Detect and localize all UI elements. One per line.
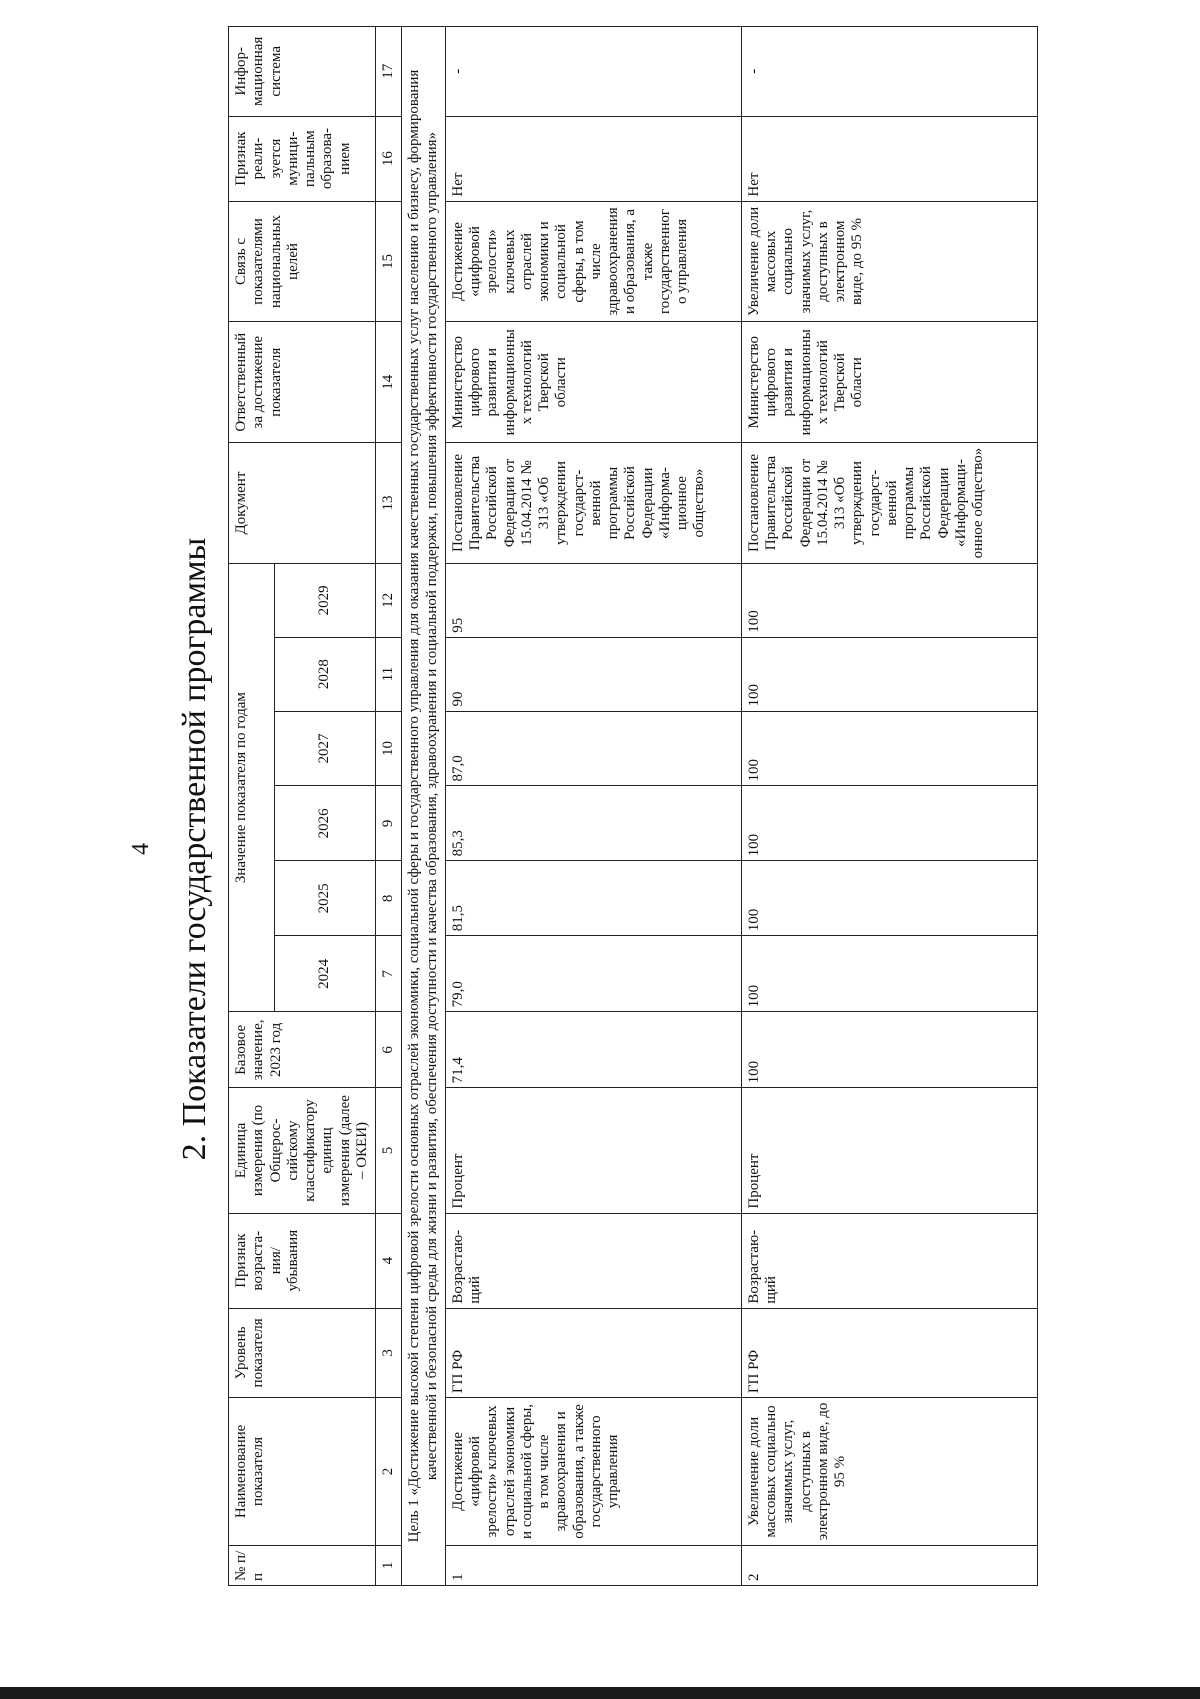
row-info-system: -	[741, 27, 1037, 117]
row-trend: Возрастаю-щий	[741, 1213, 1037, 1308]
column-number: 3	[376, 1308, 402, 1397]
column-number: 17	[376, 27, 402, 117]
header-year: 2026	[274, 786, 376, 861]
row-value: 100	[741, 563, 1037, 637]
row-level: ГП РФ	[741, 1308, 1037, 1397]
header-document: Документ	[229, 443, 376, 564]
row-national-goal: Достижение «цифровой зрелости» ключевых отраслей экономики и социальной сферы, в том числе здравоохранения и образования, а также государственного управления	[445, 201, 741, 322]
header-values-by-year: Значение показателя по годам	[229, 563, 275, 1011]
row-trend: Возрастаю-щий	[445, 1213, 741, 1308]
scan-edge	[0, 1687, 1200, 1699]
column-number: 15	[376, 201, 402, 322]
goal-row	[402, 27, 446, 1586]
column-number: 4	[376, 1213, 402, 1308]
row-value: 81,5	[445, 861, 741, 936]
column-number: 6	[376, 1012, 402, 1088]
header-municipal: Признак реали-зуется муници-пальным образова-нием	[229, 116, 376, 201]
row-value: 87,0	[445, 711, 741, 786]
column-number: 9	[376, 786, 402, 861]
row-municipal: Нет	[741, 116, 1037, 201]
row-municipal: Нет	[445, 116, 741, 201]
header-name: Наименование показателя	[229, 1398, 376, 1546]
column-number: 10	[376, 711, 402, 786]
row-name: Увеличение доли массовых социально значимых услуг, доступных в электронном виде, до 95 %	[741, 1398, 1037, 1546]
column-number: 2	[376, 1398, 402, 1546]
header-num: № п/п	[229, 1545, 376, 1585]
row-name: Достижение «цифровой зрелости» ключевых отраслей экономики и социальной сферы, в том числе здравоохранения и образования, а также государственного управления	[445, 1398, 741, 1546]
row-num: 1	[445, 1545, 741, 1585]
column-number: 8	[376, 861, 402, 936]
column-number: 14	[376, 322, 402, 443]
header-level: Уровень показателя	[229, 1308, 376, 1397]
column-number: 5	[376, 1088, 402, 1213]
header-row	[229, 27, 275, 1586]
row-value: 90	[445, 637, 741, 711]
column-number: 7	[376, 936, 402, 1012]
row-value: 85,3	[445, 786, 741, 861]
header-national-goals: Связь с показателями национальных целей	[229, 201, 376, 322]
header-year: 2027	[274, 711, 376, 786]
row-value: 100	[741, 786, 1037, 861]
page-title: 2. Показатели государственной программы	[176, 537, 213, 1161]
header-trend: Признак возраста-ния/ убывания	[229, 1213, 376, 1308]
row-unit: Процент	[741, 1088, 1037, 1213]
row-document: Постановление Правительства Российской Федерации от 15.04.2014 № 313 «Об утверждении государст-венной программы Российской Федерации «Информа-ционное общество»	[445, 443, 741, 564]
header-year: 2028	[274, 637, 376, 711]
row-responsible: Министерство цифрового развития и информационных технологий Тверской области	[445, 322, 741, 443]
goal-text: Цель 1 «Достижение высокой степени цифровой зрелости основных отраслей экономики, социальной сферы и государственного управления для оказания качественных государственных услуг населению и бизнесу, формирования качественной и безопасной среды для жизни и развития, обеспечения доступности и качества образования, здравоохранения и социальной поддержки, повышения эффективности государственного управления»	[402, 27, 446, 1586]
table-row	[445, 27, 741, 1586]
header-year: 2029	[274, 563, 376, 637]
row-value: 100	[741, 936, 1037, 1012]
row-value: 95	[445, 563, 741, 637]
header-year: 2024	[274, 936, 376, 1012]
header-responsible: Ответственный за достижение показателя	[229, 322, 376, 443]
column-number: 12	[376, 563, 402, 637]
row-num: 2	[741, 1545, 1037, 1585]
row-document: Постановление Правительства Российской Федерации от 15.04.2014 № 313 «Об утверждении государст-венной программы Российской Федерации «Информаци-онное общество»	[741, 443, 1037, 564]
column-number: 11	[376, 637, 402, 711]
indicators-table	[228, 26, 1038, 1586]
column-number: 13	[376, 443, 402, 564]
row-value: 100	[741, 637, 1037, 711]
row-level: ГП РФ	[445, 1308, 741, 1397]
column-number: 1	[376, 1545, 402, 1585]
table-row	[741, 27, 1037, 1586]
row-base: 71,4	[445, 1012, 741, 1088]
header-info-system: Инфор-мационная система	[229, 27, 376, 117]
column-numbers-row	[376, 27, 402, 1586]
row-value: 79,0	[445, 936, 741, 1012]
header-base: Базовое значение, 2023 год	[229, 1012, 376, 1088]
row-responsible: Министерство цифрового развития и информационных технологий Тверской области	[741, 322, 1037, 443]
row-value: 100	[741, 861, 1037, 936]
header-year: 2025	[274, 861, 376, 936]
row-info-system: -	[445, 27, 741, 117]
header-unit: Единица измерения (по Общерос-сийскому классификатору единиц измерения (далее – ОКЕИ)	[229, 1088, 376, 1213]
row-unit: Процент	[445, 1088, 741, 1213]
row-value: 100	[741, 711, 1037, 786]
row-national-goal: Увеличение доли массовых социально значимых услуг, доступных в электронном виде, до 95 %	[741, 201, 1037, 322]
column-number: 16	[376, 116, 402, 201]
row-base: 100	[741, 1012, 1037, 1088]
page-number: 4	[128, 843, 154, 855]
